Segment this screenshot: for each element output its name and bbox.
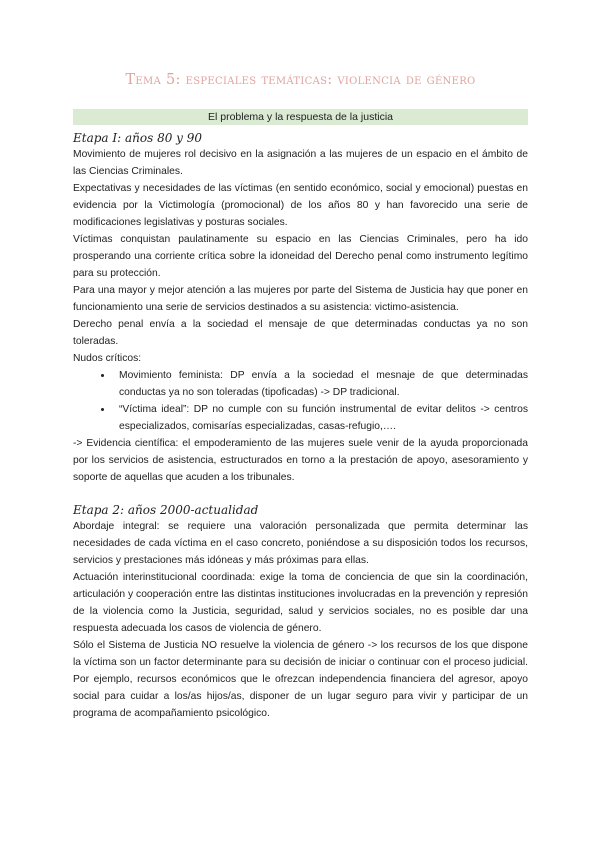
section-band-title: El problema y la respuesta de la justicia [73,109,528,125]
list-item: • “Víctima ideal”: DP no cumple con su función instrumental de evitar delitos -> centros especializados, comisarías especializadas, casas-refugio,…. [113,401,528,435]
stage-1-paragraph: Derecho penal envía a la sociedad el mensaje de que determinadas conductas ya no son toleradas. [73,319,528,347]
stage-2-paragraph: Abordaje integral: se requiere una valoración personalizada que permita determinar las necesidades de cada víctima en el caso concreto, poniéndose a su disposición todos los recursos, servicios y prestaciones más idóneas y más próximas para ellas. [73,521,528,566]
stage-1-paragraph: Para una mayor y mejor atención a las mujeres por parte del Sistema de Justicia hay que poner en funcionamiento una serie de servicios destinados a su asistencia: victimo-asistencia. [73,285,528,313]
stage-1-paragraph: Víctimas conquistan paulatinamente su espacio en las Ciencias Criminales, pero ha ido prosperando una corriente crítica sobre la idoneidad del Derecho penal como instrumento legítimo para su protección. [73,234,528,279]
stage-2-heading: Etapa 2: años 2000-actualidad [73,503,259,517]
critical-points-label: Nudos críticos: [73,353,142,364]
stage-1-paragraph: Expectativas y necesidades de las víctimas (en sentido económico, social y emocional) puestas en evidencia por la Victimología (promocional) de los años 80 y han favorecido una serie de modificaciones legislativas y posturas sociales. [73,183,528,228]
stage-2-paragraph: Actuación interinstitucional coordinada: exige la toma de conciencia de que sin la coordinación, articulación y cooperación entre las distintas instituciones involucradas en la prevención y represión de la violencia como la Justicia, seguridad, salud y servicios sociales, no es posible dar una respuesta adecuada los casos de violencia de género. [73,572,528,634]
stage-1-heading: Etapa I: años 80 y 90 [73,131,203,145]
stage-1-paragraph: Movimiento de mujeres rol decisivo en la asignación a las mujeres de un espacio en el ámbito de las Ciencias Criminales. [73,149,528,177]
critical-points-list [73,367,528,435]
stage-2-paragraph: Sólo el Sistema de Justicia NO resuelve la violencia de género -> los recursos de los que dispone la víctima son un factor determinante para su decisión de iniciar o continuar con el proceso judicial. Por ejemplo, recursos económicos que le ofrezcan independencia financiera del agresor, apoyo social para cuidar a los/as hijos/as, disponer de un lugar seguro para vivir y participar de un programa de acompañamiento psicológico. [73,640,528,719]
stage-1-closing-paragraph: -> Evidencia científica: el empoderamiento de las mujeres suele venir de la ayuda proporcionada por los servicios de asistencia, estructurados en torno a la prestación de apoyo, asesoramiento y soporte de aquellas que acuden a los tribunales. [73,438,528,483]
list-item: • Movimiento feminista: DP envía a la sociedad el mesnaje de que determinadas conductas ya no son toleradas (tipoficadas) -> DP tradicional. [113,367,528,401]
document-title: Tema 5: especiales temáticas: violencia de género [125,72,476,88]
